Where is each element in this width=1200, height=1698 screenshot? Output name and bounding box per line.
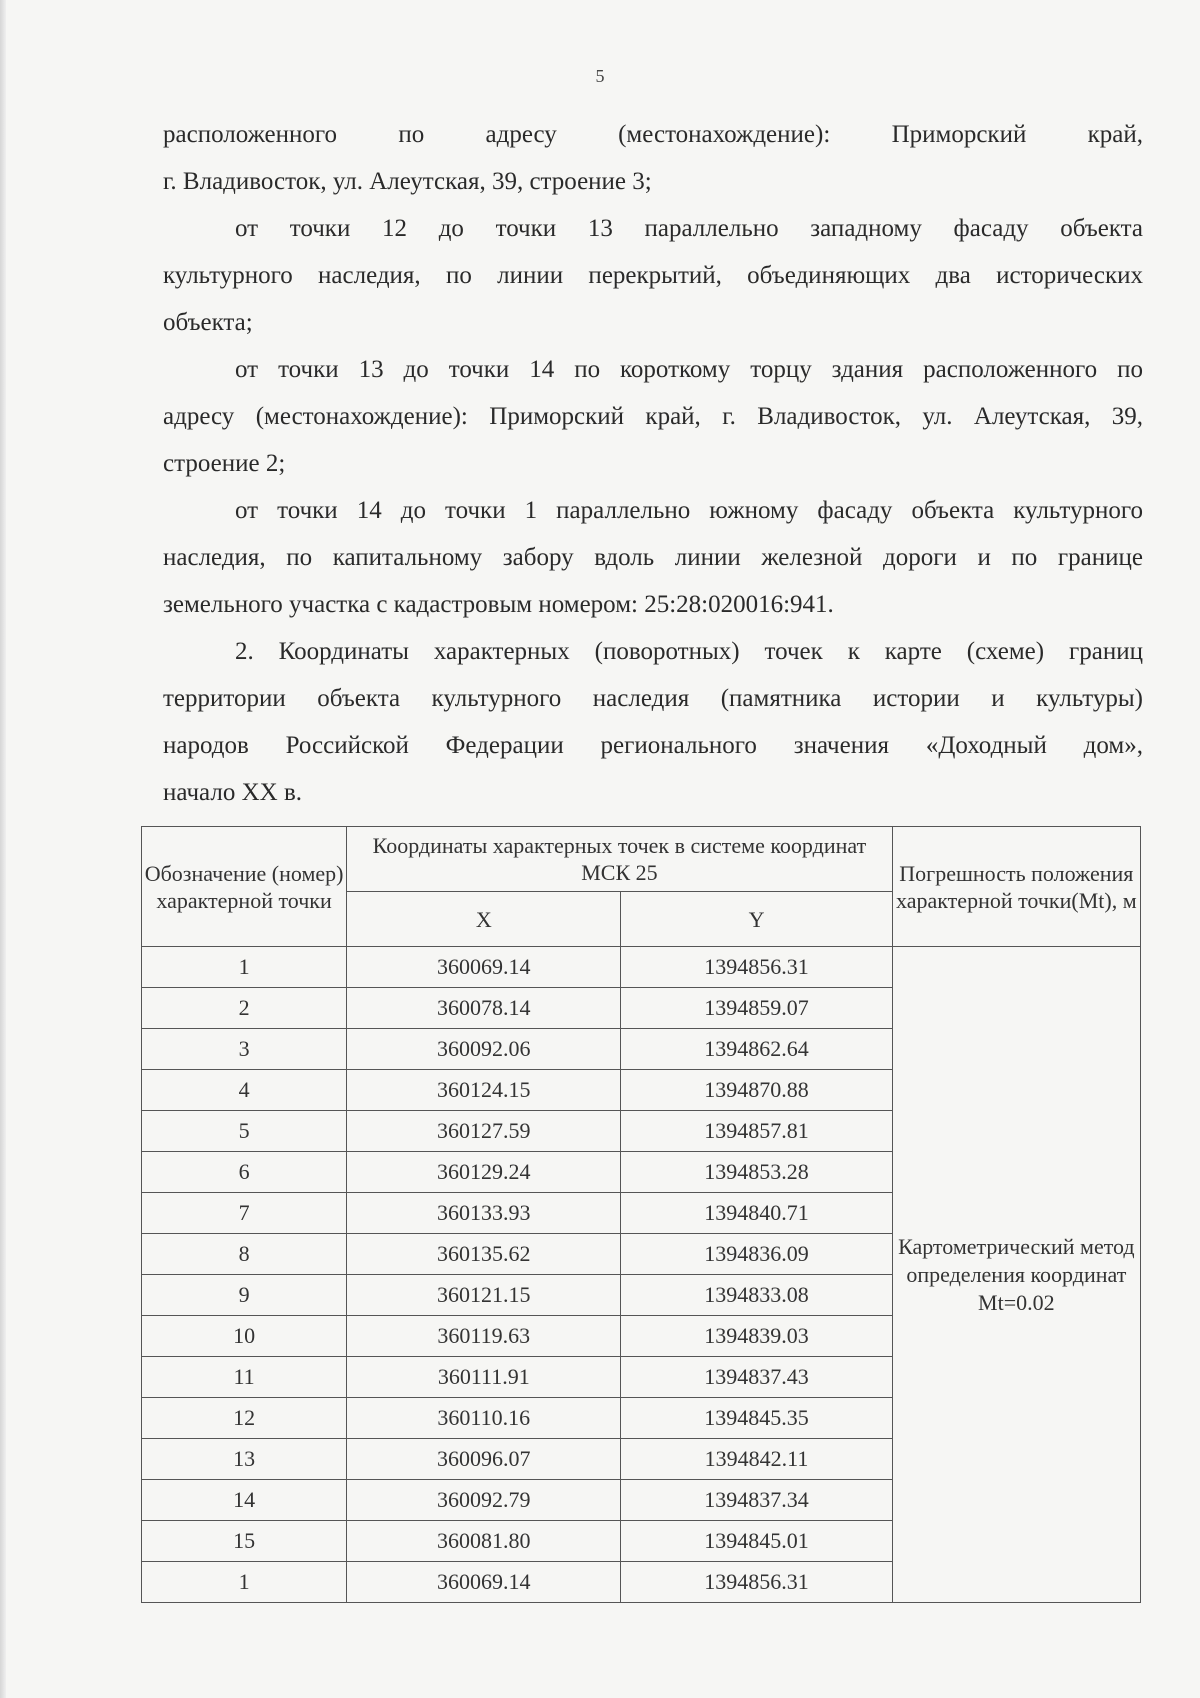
cell-x: 360081.80: [347, 1521, 621, 1562]
cell-y: 1394833.08: [621, 1275, 892, 1316]
cell-y: 1394836.09: [621, 1234, 892, 1275]
cell-y: 1394870.88: [621, 1070, 892, 1111]
cell-num: 13: [142, 1439, 347, 1480]
header-point-number: Обозначение (номер) характерной точки: [142, 827, 347, 947]
cell-num: 1: [142, 947, 347, 988]
cell-x: 360129.24: [347, 1152, 621, 1193]
cell-y: 1394842.11: [621, 1439, 892, 1480]
text-line: адресу (местонахождение): Приморский край, г. Владивосток, ул. Алеутская, 39,: [163, 403, 1143, 430]
body-text: [163, 111, 1143, 816]
header-x: X: [347, 892, 621, 947]
cell-x: 360124.15: [347, 1070, 621, 1111]
text-line: культурного наследия, по линии перекрытий, объединяющих два исторических: [163, 262, 1143, 289]
text-line: от точки 12 до точки 13 параллельно западному фасаду объекта: [235, 215, 1143, 242]
cell-x: 360096.07: [347, 1439, 621, 1480]
cell-num: 1: [142, 1562, 347, 1603]
cell-x: 360092.06: [347, 1029, 621, 1070]
scan-edge: [0, 0, 6, 1698]
text-line: наследия, по капитальному забору вдоль линии железной дороги и по границе: [163, 544, 1143, 571]
table-row: [142, 947, 1141, 988]
cell-y: 1394856.31: [621, 947, 892, 988]
header-error: Погрешность положения характерной точки(Mt), м: [892, 827, 1140, 947]
text-line: начало XX в.: [163, 779, 303, 806]
cell-num: 12: [142, 1398, 347, 1439]
cell-num: 7: [142, 1193, 347, 1234]
cell-x: 360078.14: [347, 988, 621, 1029]
cell-x: 360069.14: [347, 1562, 621, 1603]
cell-y: 1394837.34: [621, 1480, 892, 1521]
text-line: земельного участка с кадастровым номером: 25:28:020016:941.: [163, 591, 834, 618]
text-line: г. Владивосток, ул. Алеутская, 39, строение 3;: [163, 168, 652, 195]
cell-x: 360092.79: [347, 1480, 621, 1521]
cell-x: 360111.91: [347, 1357, 621, 1398]
cell-y: 1394845.01: [621, 1521, 892, 1562]
text-line: объекта;: [163, 309, 253, 336]
cell-y: 1394862.64: [621, 1029, 892, 1070]
cell-x: 360069.14: [347, 947, 621, 988]
cell-num: 11: [142, 1357, 347, 1398]
text-line: расположенного по адресу (местонахождение): Приморский край,: [163, 121, 1143, 148]
cell-y: 1394856.31: [621, 1562, 892, 1603]
text-line: от точки 13 до точки 14 по короткому торцу здания расположенного по: [235, 356, 1143, 383]
text-line: строение 2;: [163, 450, 286, 477]
cell-x: 360133.93: [347, 1193, 621, 1234]
cell-y: 1394845.35: [621, 1398, 892, 1439]
coordinates-table: [141, 826, 1141, 1603]
cell-num: 10: [142, 1316, 347, 1357]
header-coordinates: Координаты характерных точек в системе координат МСК 25: [347, 827, 893, 892]
text-line: от точки 14 до точки 1 параллельно южному фасаду объекта культурного: [235, 497, 1143, 524]
cell-y: 1394853.28: [621, 1152, 892, 1193]
cell-y: 1394859.07: [621, 988, 892, 1029]
cell-x: 360110.16: [347, 1398, 621, 1439]
cell-y: 1394840.71: [621, 1193, 892, 1234]
cell-num: 5: [142, 1111, 347, 1152]
text-line: 2. Координаты характерных (поворотных) точек к карте (схеме) границ: [235, 638, 1143, 665]
cell-num: 15: [142, 1521, 347, 1562]
cell-x: 360135.62: [347, 1234, 621, 1275]
cell-num: 6: [142, 1152, 347, 1193]
cell-num: 8: [142, 1234, 347, 1275]
cell-y: 1394857.81: [621, 1111, 892, 1152]
cell-y: 1394837.43: [621, 1357, 892, 1398]
cell-num: 2: [142, 988, 347, 1029]
cell-y: 1394839.03: [621, 1316, 892, 1357]
cell-num: 4: [142, 1070, 347, 1111]
cell-num: 9: [142, 1275, 347, 1316]
cell-num: 3: [142, 1029, 347, 1070]
page-number: 5: [595, 66, 605, 86]
method-cell: Картометрический метод определения координат Mt=0.02: [892, 947, 1140, 1603]
cell-x: 360121.15: [347, 1275, 621, 1316]
header-y: Y: [621, 892, 892, 947]
text-line: территории объекта культурного наследия (памятника истории и культуры): [163, 685, 1143, 712]
text-line: народов Российской Федерации регионального значения «Доходный дом»,: [163, 732, 1143, 759]
cell-num: 14: [142, 1480, 347, 1521]
cell-x: 360127.59: [347, 1111, 621, 1152]
cell-x: 360119.63: [347, 1316, 621, 1357]
